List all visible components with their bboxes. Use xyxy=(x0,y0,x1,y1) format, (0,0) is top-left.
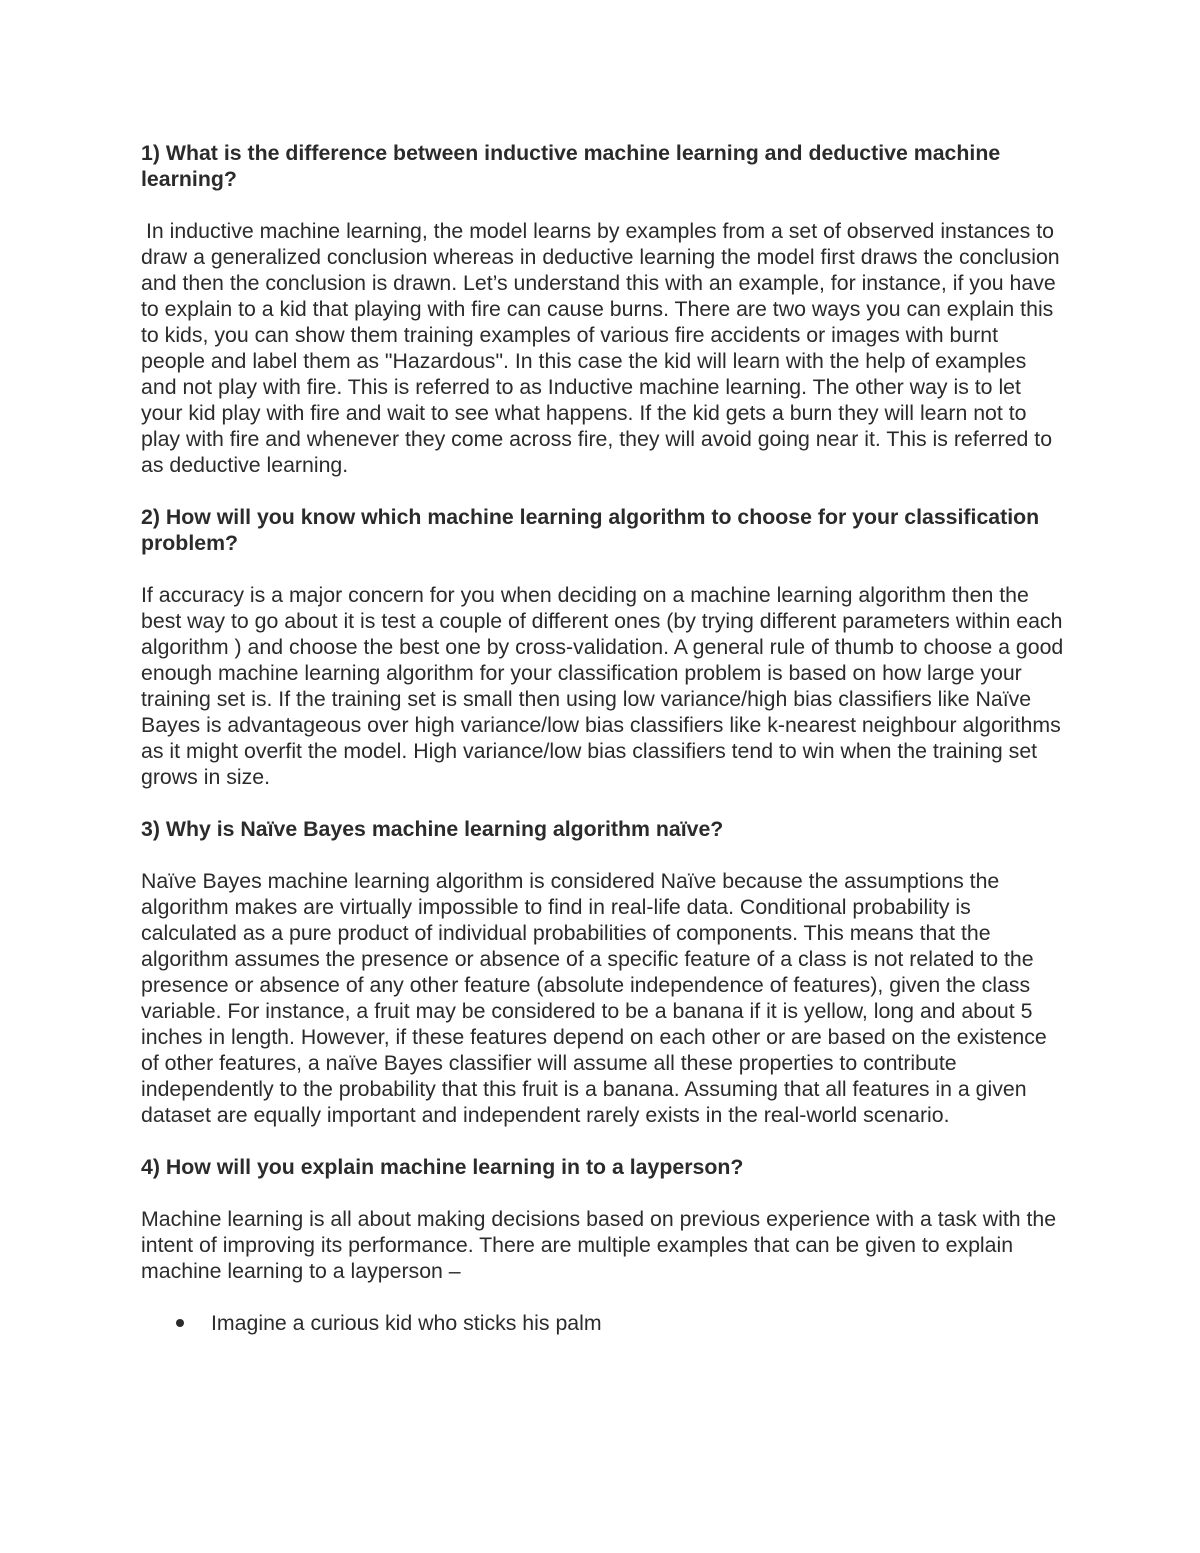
bullet-text: Imagine a curious kid who sticks his palm xyxy=(211,1311,602,1335)
answer-1-paragraph: In inductive machine learning, the model learns by examples from a set of observed instances to draw a generalized conclusion whereas in deductive learning the model first draws the conclusion and then the conclusion is drawn. Let’s understand this with an example, for instance, if you have to explain to a kid that playing with fire can cause burns. There are two ways you can explain this to kids, you can show them training examples of various fire accidents or images with burnt people and label them as "Hazardous". In this case the kid will learn with the help of examples and not play with fire. This is referred to as Inductive machine learning. The other way is to let your kid play with fire and wait to see what happens. If the kid gets a burn they will learn not to play with fire and whenever they come across fire, they will avoid going near it. This is referred to as deductive learning. xyxy=(141,219,1060,477)
example-bullet-list xyxy=(141,1310,1066,1336)
question-1-heading: 1) What is the difference between inductive machine learning and deductive machine learning? xyxy=(141,141,1001,191)
answer-2-paragraph: If accuracy is a major concern for you when deciding on a machine learning algorithm then the best way to go about it is test a couple of different ones (by trying different parameters within each algorithm ) and choose the best one by cross-validation. A general rule of thumb to choose a good enough machine learning algorithm for your classification problem is based on how large your training set is. If the training set is small then using low variance/high bias classifiers like Naïve Bayes is advantageous over high variance/low bias classifiers like k-nearest neighbour algorithms as it might overfit the model. High variance/low bias classifiers tend to win when the training set grows in size. xyxy=(141,583,1064,789)
document-body xyxy=(141,140,1066,1336)
question-2-heading: 2) How will you know which machine learning algorithm to choose for your classification problem? xyxy=(141,505,1040,555)
question-3-heading: 3) Why is Naïve Bayes machine learning algorithm naïve? xyxy=(141,817,724,841)
answer-4-paragraph: Machine learning is all about making decisions based on previous experience with a task with the intent of improving its performance. There are multiple examples that can be given to explain machine learning to a layperson – xyxy=(141,1207,1057,1283)
bullet-icon xyxy=(176,1319,184,1327)
question-4-heading: 4) How will you explain machine learning in to a layperson? xyxy=(141,1155,744,1179)
list-item xyxy=(141,1310,1066,1336)
answer-3-paragraph: Naïve Bayes machine learning algorithm is considered Naïve because the assumptions the algorithm makes are virtually impossible to find in real-life data. Conditional probability is calculated as a pure product of individual probabilities of components. This means that the algorithm assumes the presence or absence of a specific feature of a class is not related to the presence or absence of any other feature (absolute independence of features), given the class variable. For instance, a fruit may be considered to be a banana if it is yellow, long and about 5 inches in length. However, if these features depend on each other or are based on the existence of other features, a naïve Bayes classifier will assume all these properties to contribute independently to the probability that this fruit is a banana. Assuming that all features in a given dataset are equally important and independent rarely exists in the real-world scenario. xyxy=(141,869,1047,1127)
